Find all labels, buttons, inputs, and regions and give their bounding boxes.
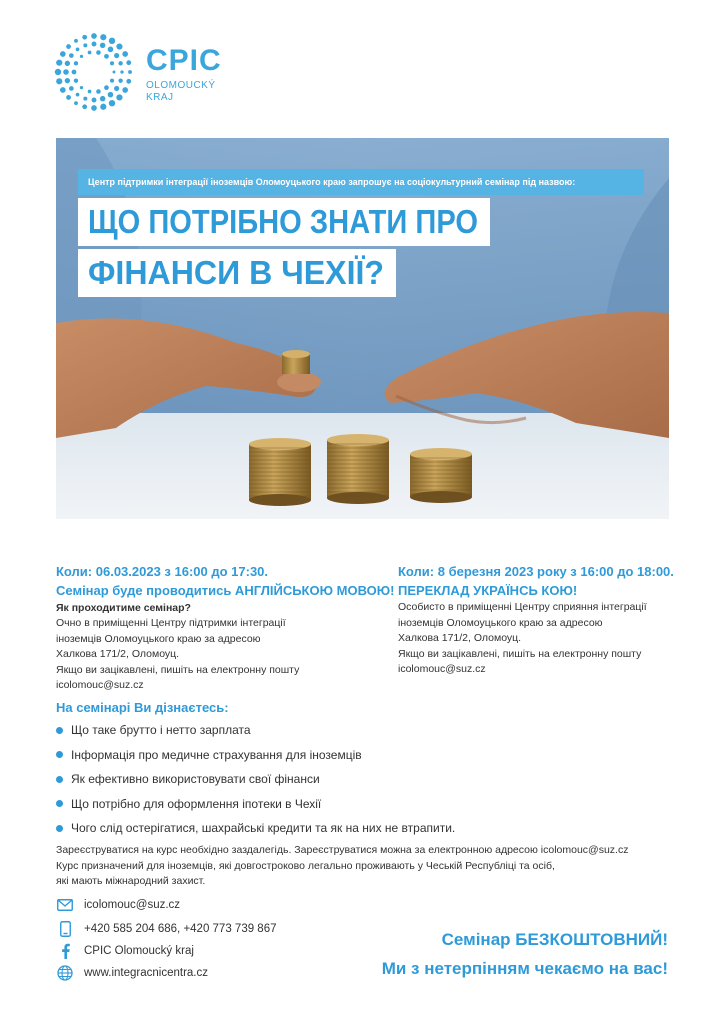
envelope-icon — [56, 896, 74, 914]
contact-website-text[interactable]: www.integracnicentra.cz — [84, 967, 208, 979]
phone-icon — [56, 920, 74, 938]
globe-icon — [56, 964, 74, 982]
bullet-icon — [56, 727, 63, 734]
bullet-icon — [56, 751, 63, 758]
cpic-logo — [54, 32, 234, 114]
registration-notes: Зареєструватися на курс необхідно заздалегідь. Зареєструватися можна за електронною адресою icolomouc@suz.cz Курс призначений для іноземців, які довгостроково легально проживають у Чеській Республіці та осіб, які мають міжнародний захист. — [56, 844, 629, 887]
bullet-icon — [56, 776, 63, 783]
session-ukrainian-when: Коли: 8 березня 2023 року з 16:00 до 18:00. — [398, 564, 674, 579]
bullet-icon — [56, 825, 63, 832]
contact-website[interactable] — [56, 964, 208, 982]
contact-facebook[interactable] — [56, 942, 194, 960]
headline-line2: ФІНАНСИ В ЧЕХІЇ? — [78, 249, 396, 297]
session-ukrainian-translation: ПЕРЕКЛАД УКРАЇНСЬ КОЮ! — [398, 583, 578, 598]
session-format-question: Як проходитиме семінар? — [56, 602, 191, 614]
headline-line1: ЩО ПОТРІБНО ЗНАТИ ПРО — [78, 198, 490, 246]
session-english — [56, 562, 395, 694]
session-english-details: Очно в приміщенні Центру підтримки інтеграції іноземців Оломоуцького краю за адресою Халкова 171/2, Оломоуц. Якщо ви зацікавлені, пишіть на електронну пошту icolomouc@suz.cz — [56, 617, 300, 691]
cpic-dots-logo-icon — [54, 32, 134, 112]
list-item: Інформація про медичне страхування для іноземців — [56, 743, 455, 768]
session-english-language: Семінар буде проводитись АНГЛІЙСЬКОЮ МОВОЮ! — [56, 583, 395, 598]
bullet-icon — [56, 800, 63, 807]
list-item: Що таке брутто і нетто зарплата — [56, 718, 455, 743]
contact-phone-text[interactable]: +420 585 204 686, +420 773 739 867 — [84, 923, 277, 935]
hand-stacking-coins-photo — [56, 138, 669, 519]
logo-region-line1: OLOMOUCKÝ — [146, 80, 216, 91]
slogan-welcome: Ми з нетерпінням чекаємо на вас! — [381, 959, 668, 978]
contact-facebook-text[interactable]: CPIC Olomoucký kraj — [84, 945, 194, 957]
hero-banner — [56, 138, 669, 519]
contact-email[interactable] — [56, 896, 180, 914]
invite-banner: Центр підтримки інтеграції іноземців Оломоуцького краю запрошує на соціокультурний семінар під назвою: — [78, 169, 644, 195]
session-ukrainian — [398, 562, 718, 678]
slogan-free: Семінар БЕЗКОШТОВНИЙ! — [441, 930, 668, 949]
list-item: Що потрібно для оформлення іпотеки в Чехії — [56, 792, 455, 817]
logo-region-line2: KRAJ — [146, 92, 174, 103]
learn-list — [56, 718, 455, 841]
learn-heading: На семінарі Ви дізнаєтесь: — [56, 700, 229, 715]
facebook-icon — [56, 942, 74, 960]
session-english-when: Коли: 06.03.2023 з 16:00 до 17:30. — [56, 564, 269, 579]
contact-email-text[interactable]: icolomouc@suz.cz — [84, 899, 181, 911]
list-item: Чого слід остерігатися, шахрайські кредити та як на них не втрапити. — [56, 816, 455, 841]
list-item: Як ефективно використовувати свої фінанси — [56, 767, 455, 792]
logo-title: CPIC — [146, 44, 222, 77]
session-ukrainian-details: Особисто в приміщенні Центру сприяння інтеграції іноземців Оломоуцького краю за адресою Халкова 171/2, Оломоуц. Якщо ви зацікавлені, пишіть на електронну пошту icolomouc@suz.cz — [398, 601, 647, 675]
contact-phone[interactable] — [56, 920, 277, 938]
